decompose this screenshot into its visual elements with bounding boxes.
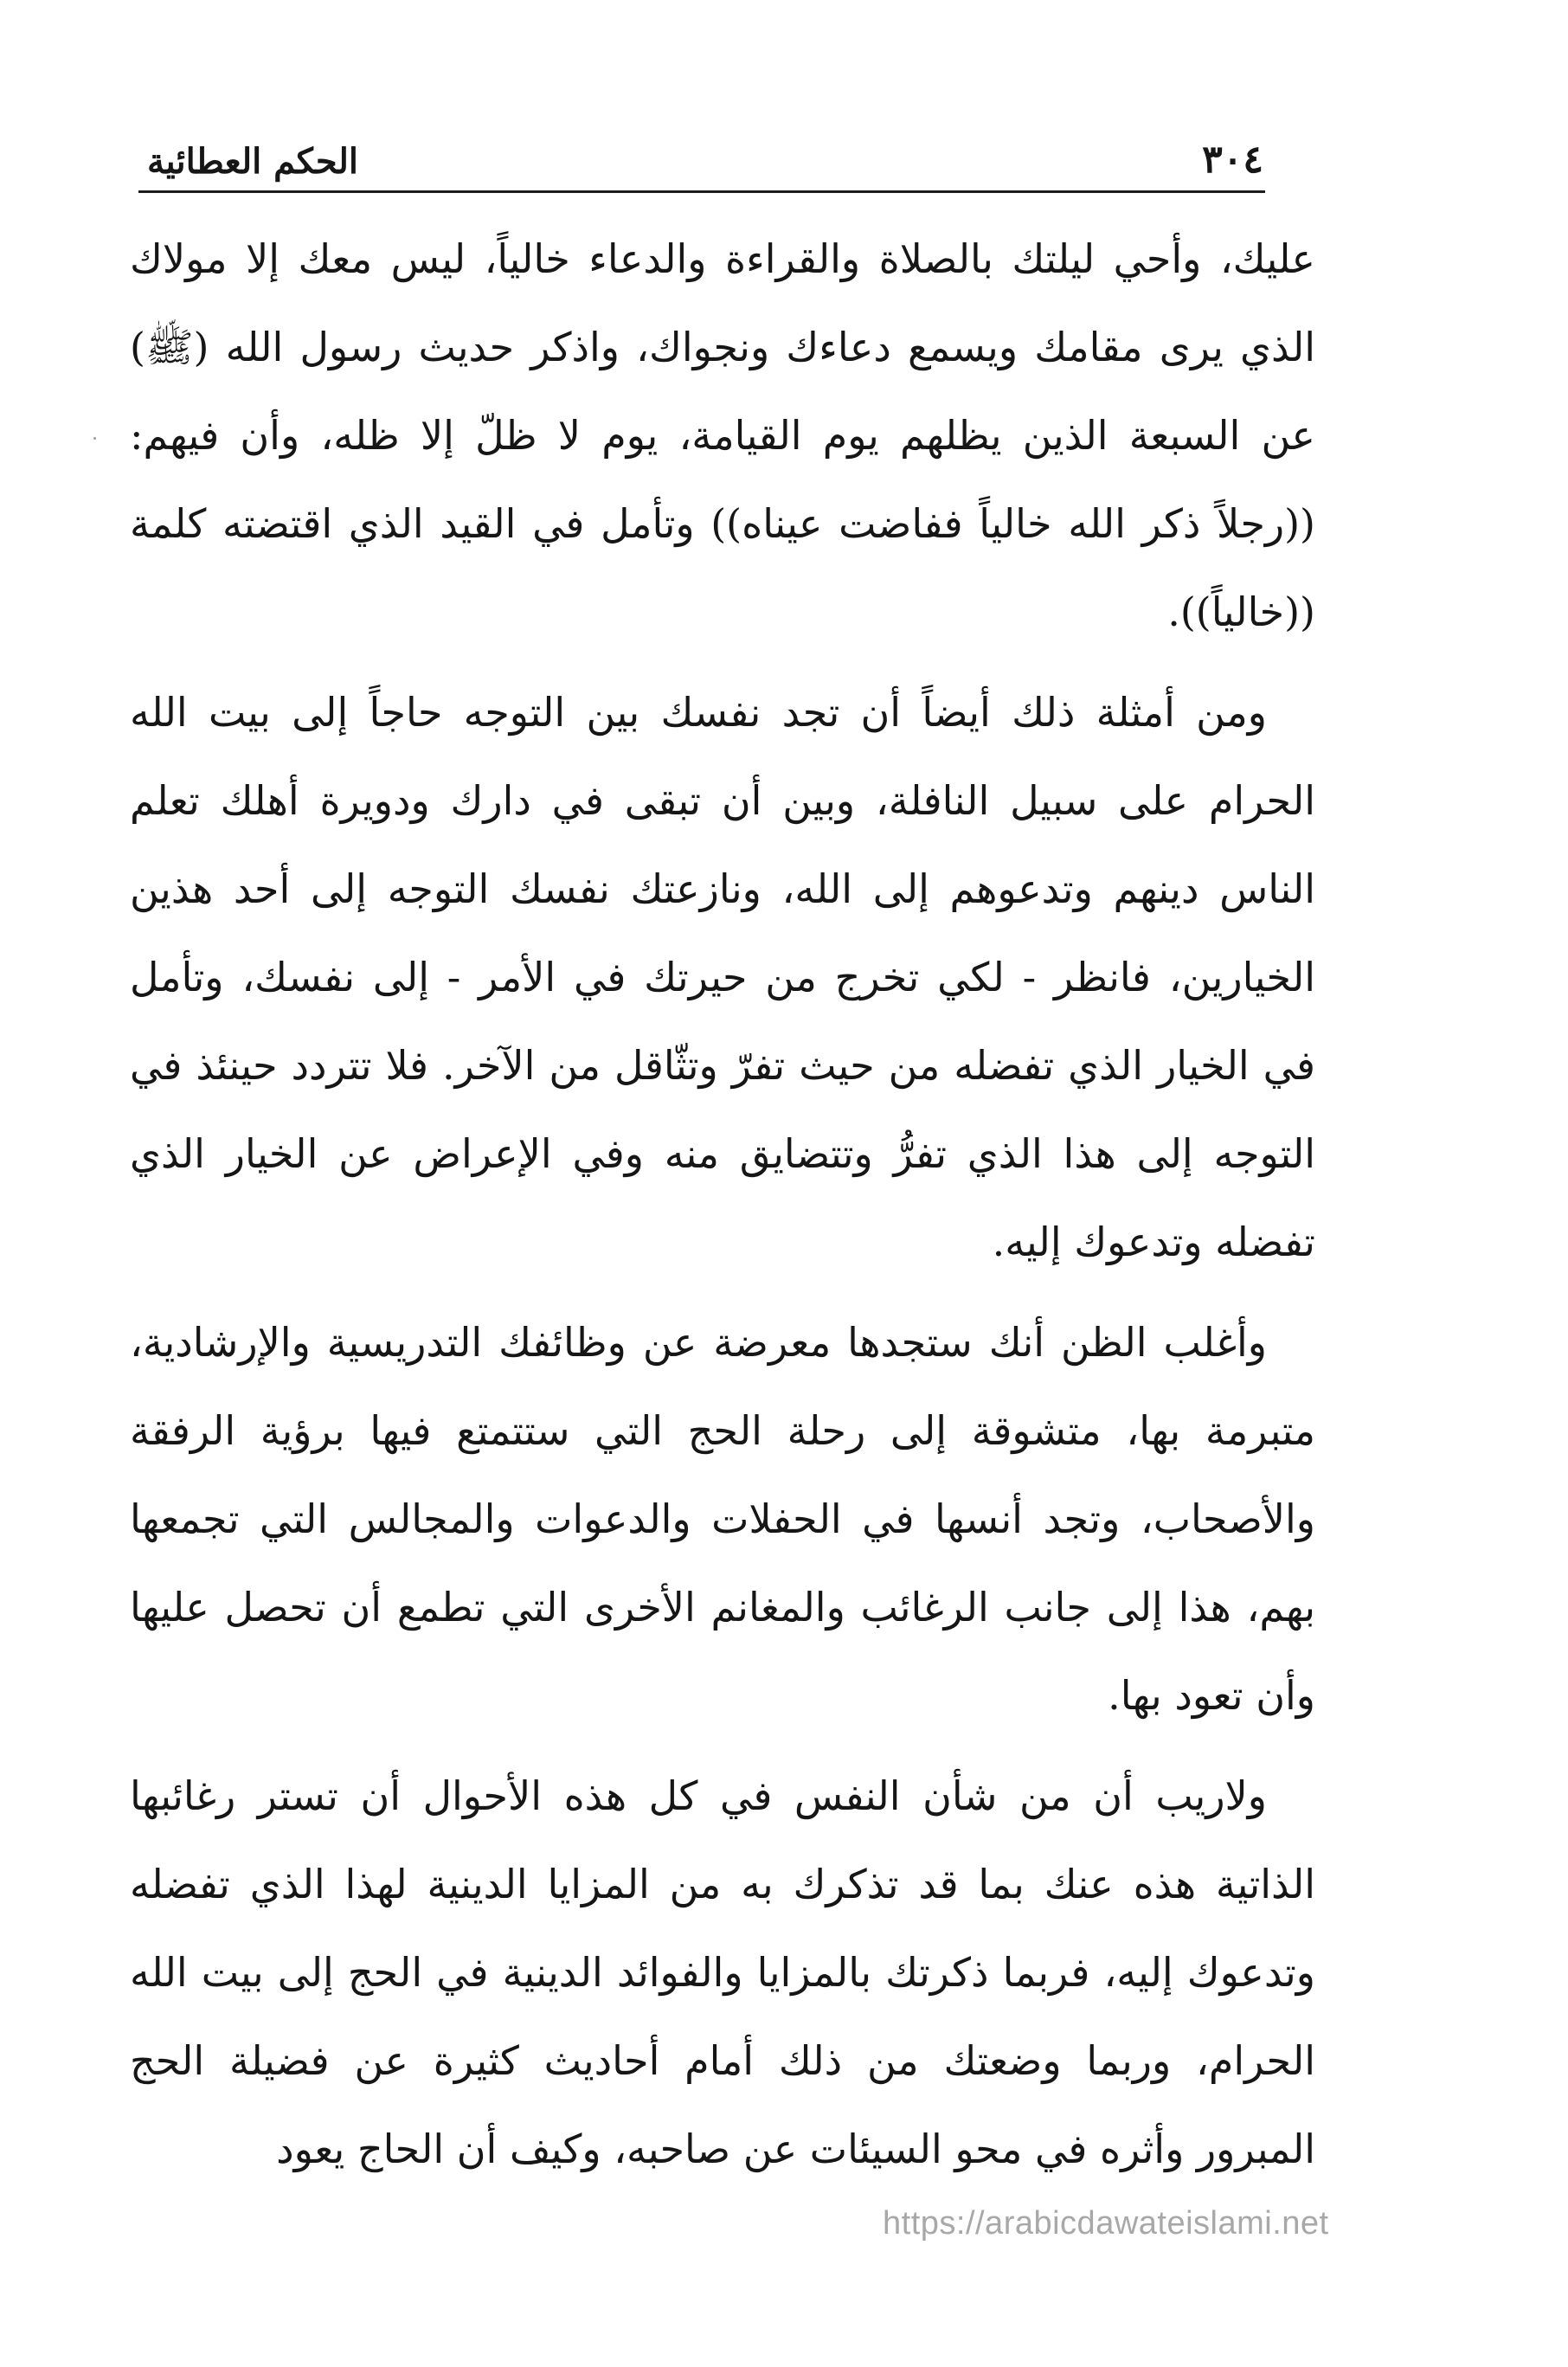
paragraph-2: ومن أمثلة ذلك أيضاً أن تجد نفسك بين التوجه حاجاً إلى بيت الله الحرام على سبيل النافلة، وبين أن تبقى في دارك ودويرة أهلك تعلم الناس دينهم وتدعوهم إلى الله، ونازعتك نفسك التوجه إلى أحد هذين الخيارين، فانظر - لكي تخرج من حيرتك في الأمر - إلى نفسك، وتأمل في الخيار الذي تفضله من حيث تفرّ وتثّاقل من الآخر. فلا تتردد حينئذ في التوجه إلى هذا الذي تفرُّ وتتضايق منه وفي الإعراض عن الخيار الذي تفضله وتدعوك إليه. [130,689,1315,1265]
body-text [130,215,1315,2193]
book-title: الحكم العطائية [147,141,359,182]
margin-speck [93,437,96,440]
paragraph-3: وأغلب الظن أنك ستجدها معرضة عن وظائفك التدريسية والإرشادية، متبرمة بها، متشوقة إلى رحلة الحج التي ستتمتع فيها برؤية الرفقة والأصحاب، وتجد أنسها في الحفلات والدعوات والمجالس التي تجمعها بهم، هذا إلى جانب الرغائب والمغانم الأخرى التي تطمع أن تحصل عليها وأن تعود بها. [130,1319,1315,1719]
running-header [147,117,1263,186]
watermark-url: https://arabicdawateislami.net [883,2205,1329,2242]
paragraph-1: عليك، وأحي ليلتك بالصلاة والقراءة والدعاء خالياً، ليس معك إلا مولاك الذي يرى مقامك ويسمع دعاءك ونجواك، واذكر حديث رسول الله (ﷺ) عن السبعة الذين يظلهم يوم القيامة، يوم لا ظلّ إلا ظله، وأن فيهم: ((رجلاً ذكر الله خالياً ففاضت عيناه)) وتأمل في القيد الذي اقتضته كلمة ((خالياً)). [130,235,1315,635]
page-number: ٣٠٤ [1202,138,1263,182]
paragraph-4: ولاريب أن من شأن النفس في كل هذه الأحوال أن تستر رغائبها الذاتية هذه عنك بما قد تذكرك به من المزايا الدينية لهذا الذي تفضله وتدعوك إليه، فربما ذكرتك بالمزايا والفوائد الدينية في الحج إلى بيت الله الحرام، وربما وضعتك من ذلك أمام أحاديث كثيرة عن فضيلة الحج المبرور وأثره في محو السيئات عن صاحبه، وكيف أن الحاج يعود [130,1772,1315,2172]
header-rule [138,190,1265,193]
